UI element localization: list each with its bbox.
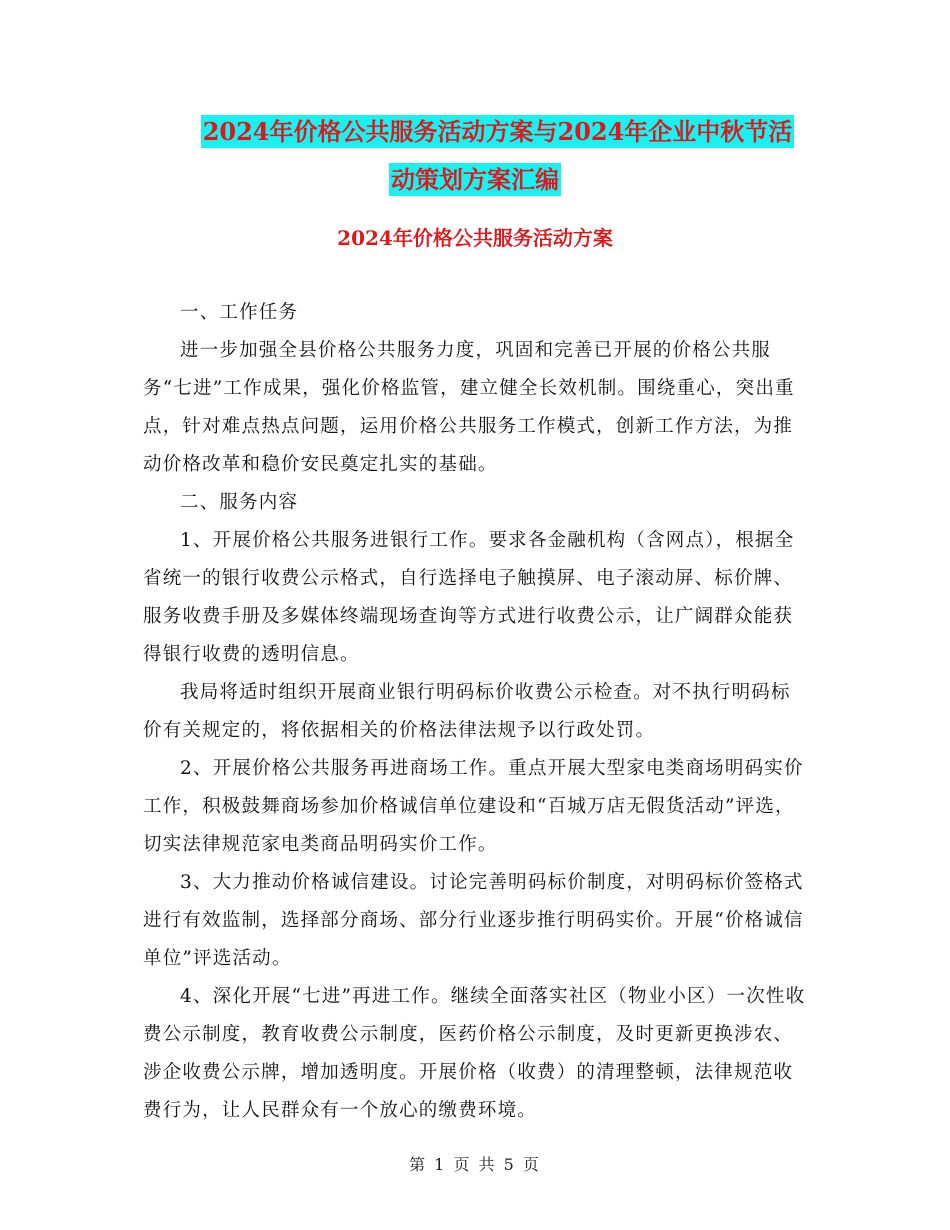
title-line-2 <box>0 156 950 204</box>
document-title <box>0 108 950 204</box>
paragraph: 1、开展价格公共服务进银行工作。要求各金融机构（含网点），根据全省统一的银行收费公示格式，自行选择电子触摸屏、电子滚动屏、标价牌、服务收费手册及多媒体终端现场查询等方式进行收费公示，让广阔群众能获得银行收费的透明信息。 <box>143 530 795 665</box>
section-title: 2024年价格公共服务活动方案 <box>337 226 613 250</box>
paragraph: 2、开展价格公共服务再进商场工作。重点开展大型家电类商场明码实价工作，积极鼓舞商场参加价格诚信单位建设和“百城万店无假货活动”评选，切实法律规范家电类商品明码实价工作。 <box>143 758 804 855</box>
paragraph: 我局将适时组织开展商业银行明码标价收费公示检查。对不执行明码标价有关规定的，将依据相关的价格法律法规予以行政处罚。 <box>143 682 791 741</box>
heading-work-tasks: 一、工作任务 <box>180 302 299 323</box>
title-line-2-text: 动策划方案汇编 <box>391 165 559 194</box>
paragraph: 4、深化开展“七进”再进工作。继续全面落实社区（物业小区）一次性收费公示制度，教育收费公示制度，医药价格公示制度，及时更新更换涉农、涉企收费公示牌，增加透明度。开展价格（收费）的清理整顿，法律规范收费行为，让人民群众有一个放心的缴费环境。 <box>143 986 806 1121</box>
document-body <box>143 294 807 1130</box>
paragraph: 进一步加强全县价格公共服务力度，巩固和完善已开展的价格公共服务“七进”工作成果，强化价格监管，建立健全长效机制。围绕重心，突出重点，针对难点热点问题，运用价格公共服务工作模式，创新工作方法，为推动价格改革和稳价安民奠定扎实的基础。 <box>143 340 795 475</box>
title-line-1-text: 2024年价格公共服务活动方案与2024年企业中秋节活 <box>202 117 793 146</box>
title-line-1 <box>0 108 950 156</box>
page-footer: 第 1 页 共 5 页 <box>409 1155 541 1174</box>
heading-service-content: 二、服务内容 <box>180 492 299 513</box>
paragraph: 3、大力推动价格诚信建设。讨论完善明码标价制度，对明码标价签格式进行有效监制，选择部分商场、部分行业逐步推行明码实价。开展“价格诚信单位”评选活动。 <box>143 872 804 969</box>
